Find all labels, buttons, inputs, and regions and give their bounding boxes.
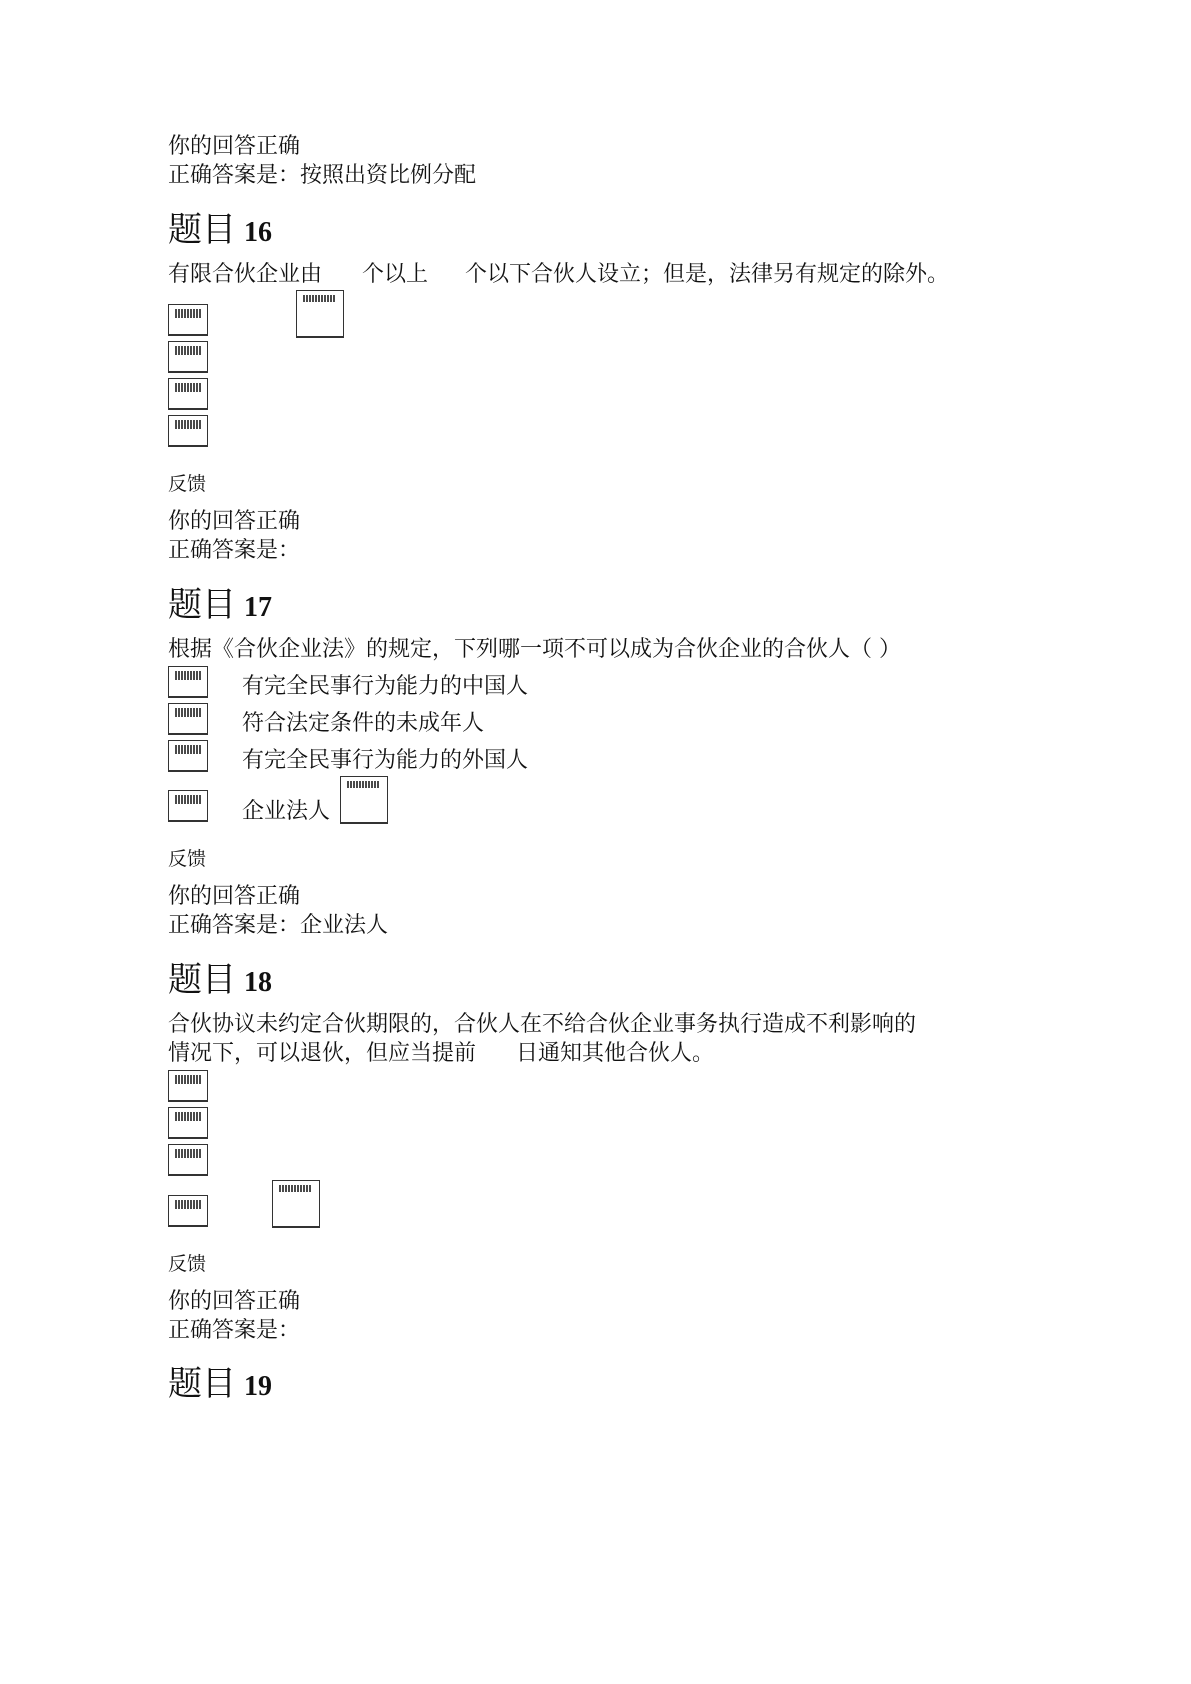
q17-stem: 根据《合伙企业法》的规定，下列哪一项不可以成为合伙企业的合伙人（ ） [168,637,901,662]
q19-title-word: 题目 [168,1364,236,1404]
q16-title [168,210,272,253]
q16-option-1-radio-icon[interactable] [168,304,208,336]
q17-option-2-radio-icon[interactable] [168,703,208,735]
q18-feedback-label: 反馈 [168,1253,207,1275]
q17-option-1-label: 有完全民事行为能力的中国人 [242,674,529,699]
q18-title-word: 题目 [168,960,236,1000]
q16-feedback-label: 反馈 [168,473,207,495]
q16-option-4-radio-icon[interactable] [168,415,208,447]
q18-correct-answer: 正确答案是： [168,1318,301,1343]
q17-option-3-radio-icon[interactable] [168,740,208,772]
q18-option-3-radio-icon[interactable] [168,1144,208,1176]
q17-feedback-label: 反馈 [168,848,207,870]
q16-stem-c: 个以下合伙人设立；但是，法律另有规定的除外。 [465,262,950,287]
q17-option-4-radio-icon[interactable] [168,790,208,822]
q17-option-4-label: 企业法人 [242,799,331,824]
q18-stem-line-1: 合伙协议未约定合伙期限的，合伙人在不给合伙企业事务执行造成不利影响的 [168,1012,917,1037]
q19-title [168,1364,272,1407]
q17-option-3-label: 有完全民事行为能力的外国人 [242,748,529,773]
q17-result: 你的回答正确 [168,884,301,909]
q16-stem-a: 有限合伙企业由 [168,262,323,287]
q18-stem-line-2b: 日通知其他合伙人。 [516,1041,715,1066]
q17-correct-mark-icon [340,776,388,824]
q19-title-number: 19 [244,1371,272,1402]
q17-title-number: 17 [244,592,272,623]
q18-title-number: 18 [244,967,272,998]
q17-option-1-radio-icon[interactable] [168,666,208,698]
q18-option-4-radio-icon[interactable] [168,1195,208,1227]
q18-title [168,960,272,1003]
q16-option-3-radio-icon[interactable] [168,378,208,410]
q18-option-2-radio-icon[interactable] [168,1107,208,1139]
q17-option-2-label: 符合法定条件的未成年人 [242,711,485,736]
q16-correct-answer: 正确答案是： [168,538,301,563]
q18-option-1-radio-icon[interactable] [168,1070,208,1102]
q16-option-2-radio-icon[interactable] [168,341,208,373]
q15-correct-answer: 正确答案是：按照出资比例分配 [168,163,477,188]
q16-title-number: 16 [244,217,272,248]
q17-title [168,585,272,628]
q16-result: 你的回答正确 [168,509,301,534]
q16-answer-select-icon[interactable] [296,290,344,338]
q18-stem-line-2a: 情况下，可以退伙，但应当提前 [168,1041,477,1066]
q15-result: 你的回答正确 [168,134,301,159]
q17-title-word: 题目 [168,585,236,625]
q16-title-word: 题目 [168,210,236,250]
q17-correct-answer: 正确答案是：企业法人 [168,913,389,938]
q18-result: 你的回答正确 [168,1289,301,1314]
q16-stem-b: 个以上 [362,262,429,287]
q18-answer-select-icon[interactable] [272,1180,320,1228]
